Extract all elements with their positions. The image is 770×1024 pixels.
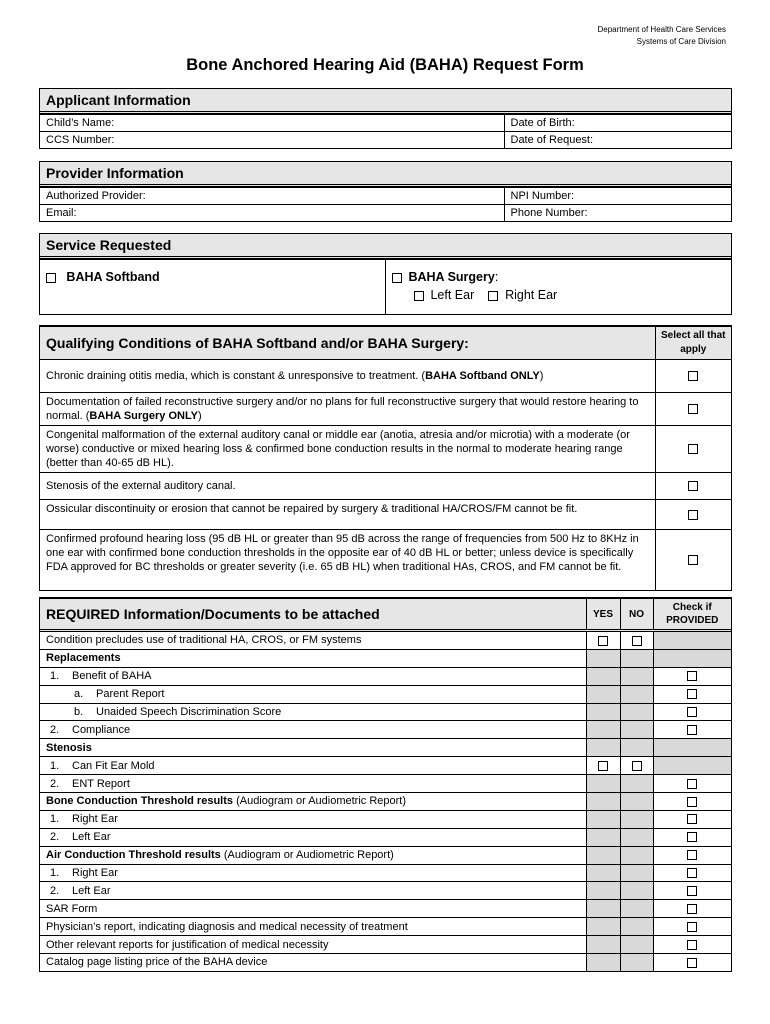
condition-row: [40, 473, 655, 500]
provided-checkbox[interactable]: [687, 904, 697, 914]
softband-option: [40, 260, 385, 315]
bone-conduction-rest: (Audiogram or Audiometric Report): [233, 795, 407, 808]
shaded-cell: [620, 649, 653, 667]
provided-cell: [653, 918, 731, 936]
shaded-cell: [620, 739, 653, 757]
shaded-cell: [620, 667, 653, 685]
item-label: Left Ear: [72, 831, 111, 844]
condition-after: ): [539, 370, 544, 382]
provided-cell: [653, 793, 731, 811]
condition-text: Confirmed profound hearing loss (95 dB HL or greater than 95 dB across the range of frequencies from 500 Hz to 8KHz in one ear with confirmed bone conduction thresholds in the opposite ear of 40 dB HL or better; unless device is specifically FDA approved for BC thresholds or greater severity (i.e. 65 dB HL) when traditional HAs, CROS, and FM cannot be fit.: [46, 533, 639, 573]
shaded-cell: [653, 739, 731, 757]
item-number: b.: [74, 706, 84, 718]
item-number: 1.: [50, 813, 60, 826]
provided-cell: [653, 954, 731, 971]
qualifying-section: [39, 325, 732, 591]
item-number: 1.: [50, 867, 60, 880]
yes-checkbox[interactable]: [598, 636, 608, 646]
item-label: Parent Report: [96, 688, 165, 701]
provided-checkbox[interactable]: [687, 779, 697, 789]
condition-checkbox[interactable]: [688, 444, 698, 454]
service-section: [39, 233, 732, 315]
shaded-cell: [586, 649, 620, 667]
shaded-cell: [620, 703, 653, 721]
condition-row: [40, 530, 655, 590]
provided-checkbox[interactable]: [687, 850, 697, 860]
left-ear-label: Left Ear: [430, 288, 475, 302]
provided-checkbox[interactable]: [687, 922, 697, 932]
shaded-cell: [586, 703, 620, 721]
air-conduction-rest: (Audiogram or Audiometric Report): [220, 849, 394, 862]
replacements-heading: Replacements: [40, 649, 586, 667]
provided-cell: [653, 864, 731, 882]
shaded-cell: [653, 649, 731, 667]
shaded-cell: [620, 954, 653, 971]
provided-cell: [653, 828, 731, 846]
right-ear-label: Right Ear: [505, 288, 558, 302]
no-cell: [620, 631, 653, 650]
provided-checkbox[interactable]: [687, 886, 697, 896]
item-label: ENT Report: [72, 777, 130, 790]
shaded-cell: [586, 936, 620, 954]
condition-checkbox[interactable]: [688, 404, 698, 414]
date-of-birth-field[interactable]: Date of Birth:: [504, 115, 731, 132]
provided-checkbox[interactable]: [687, 940, 697, 950]
provided-checkbox[interactable]: [687, 958, 697, 968]
childs-name-field[interactable]: Child’s Name:: [40, 115, 504, 132]
shaded-cell: [620, 900, 653, 918]
item-label: Unaided Speech Discrimination Score: [96, 706, 282, 718]
list-item: [40, 882, 586, 900]
shaded-cell: [586, 864, 620, 882]
item-number: 1.: [50, 759, 60, 772]
select-all-header: Select all that apply: [655, 327, 731, 360]
surgery-option: [385, 260, 731, 315]
item-label: Can Fit Ear Mold: [72, 759, 155, 772]
condition-precludes-row: Condition precludes use of traditional HA, CROS, or FM systems: [40, 631, 586, 650]
condition-after: ): [198, 410, 202, 422]
shaded-cell: [620, 936, 653, 954]
required-section: [39, 597, 732, 972]
shaded-cell: [586, 900, 620, 918]
list-item: [40, 810, 586, 828]
shaded-cell: [653, 631, 731, 650]
check-if-provided-header: Check if PROVIDED: [653, 599, 731, 631]
yes-cell: [586, 757, 620, 775]
shaded-cell: [620, 846, 653, 864]
shaded-cell: [620, 721, 653, 739]
condition-check-cell: [655, 473, 731, 500]
yes-checkbox[interactable]: [598, 761, 608, 771]
shaded-cell: [586, 810, 620, 828]
surgery-checkbox[interactable]: [392, 273, 402, 283]
shaded-cell: [586, 793, 620, 811]
shaded-cell: [586, 739, 620, 757]
shaded-cell: [620, 775, 653, 793]
shaded-cell: [586, 882, 620, 900]
air-conduction-heading: [40, 846, 586, 864]
condition-checkbox[interactable]: [688, 555, 698, 565]
list-item: [40, 721, 586, 739]
catalog-page-row: Catalog page listing price of the BAHA device: [40, 954, 586, 971]
other-reports-row: Other relevant reports for justification of medical necessity: [40, 936, 586, 954]
condition-check-cell: [655, 393, 731, 426]
shaded-cell: [620, 793, 653, 811]
shaded-cell: [586, 846, 620, 864]
item-number: 1.: [50, 670, 60, 683]
department-header: [598, 24, 727, 48]
condition-check-cell: [655, 426, 731, 473]
condition-row: [40, 500, 655, 530]
list-item: [40, 757, 586, 775]
ccs-number-field[interactable]: CCS Number:: [40, 132, 504, 149]
physician-report-row: Physician’s report, indicating diagnosis and medical necessity of treatment: [40, 918, 586, 936]
condition-text: Ossicular discontinuity or erosion that cannot be repaired by surgery & traditional HA/CROS/FM cannot be fit.: [46, 503, 578, 515]
phone-number-field[interactable]: Phone Number:: [504, 205, 731, 222]
list-item: [40, 828, 586, 846]
softband-checkbox[interactable]: [46, 273, 56, 283]
required-heading: REQUIRED Information/Documents to be attached: [40, 599, 586, 631]
air-conduction-bold: Air Conduction Threshold results: [46, 849, 221, 862]
shaded-cell: [620, 864, 653, 882]
condition-text: Chronic draining otitis media, which is constant & unresponsive to treatment. (: [46, 370, 426, 382]
provided-checkbox[interactable]: [687, 868, 697, 878]
condition-check-cell: [655, 500, 731, 530]
form-title: Bone Anchored Hearing Aid (BAHA) Request Form: [186, 56, 584, 74]
condition-text: Documentation of failed reconstructive surgery and/or no plans for full reconstructive surgery that would restore hearing to normal. (: [46, 396, 639, 422]
no-header: NO: [620, 599, 653, 631]
yes-cell: [586, 631, 620, 650]
provided-cell: [653, 900, 731, 918]
provided-cell: [653, 721, 731, 739]
email-field[interactable]: Email:: [40, 205, 504, 222]
yes-header: YES: [586, 599, 620, 631]
surgery-label: BAHA Surgery: [408, 270, 495, 284]
provided-checkbox[interactable]: [687, 725, 697, 735]
list-item: [40, 667, 586, 685]
provided-cell: [653, 936, 731, 954]
item-number: 2.: [50, 777, 60, 790]
shaded-cell: [653, 757, 731, 775]
stenosis-heading: Stenosis: [40, 739, 586, 757]
list-item: [40, 864, 586, 882]
provided-checkbox[interactable]: [687, 671, 697, 681]
item-number: 2.: [50, 723, 60, 736]
shaded-cell: [620, 882, 653, 900]
provided-cell: [653, 882, 731, 900]
provided-cell: [653, 846, 731, 864]
department-name: Department of Health Care Services: [597, 25, 726, 34]
shaded-cell: [586, 918, 620, 936]
division-name: Systems of Care Division: [636, 37, 726, 46]
ear-options: [392, 288, 726, 302]
condition-row: [40, 426, 655, 473]
provided-checkbox[interactable]: [687, 707, 697, 717]
provided-cell: [653, 685, 731, 703]
provided-checkbox[interactable]: [687, 832, 697, 842]
condition-checkbox[interactable]: [688, 510, 698, 520]
list-item: [40, 685, 586, 703]
condition-text: Congenital malformation of the external auditory canal or middle ear (anotia, atresia and/or microtia) with a moderate (or worse) conductive or mixed hearing loss & confirmed bone conduction results in the normal to moderate hearing range (better than 40-65 dB HL).: [46, 429, 630, 469]
qualifying-heading: Qualifying Conditions of BAHA Softband and/or BAHA Surgery:: [40, 327, 655, 360]
npi-number-field[interactable]: NPI Number:: [504, 188, 731, 205]
provided-cell: [653, 703, 731, 721]
item-label: Benefit of BAHA: [72, 670, 152, 683]
condition-checkbox[interactable]: [688, 481, 698, 491]
bone-conduction-bold: Bone Conduction Threshold results: [46, 795, 234, 808]
shaded-cell: [586, 828, 620, 846]
provided-cell: [653, 667, 731, 685]
condition-row: [40, 393, 655, 426]
no-cell: [620, 757, 653, 775]
provided-checkbox[interactable]: [687, 814, 697, 824]
authorized-provider-field[interactable]: Authorized Provider:: [40, 188, 504, 205]
provided-checkbox[interactable]: [687, 689, 697, 699]
no-checkbox[interactable]: [632, 636, 642, 646]
shaded-cell: [620, 685, 653, 703]
item-number: a.: [74, 688, 84, 701]
item-label: Right Ear: [72, 867, 118, 880]
shaded-cell: [620, 810, 653, 828]
shaded-cell: [586, 775, 620, 793]
date-of-request-field[interactable]: Date of Request:: [504, 132, 731, 149]
shaded-cell: [586, 685, 620, 703]
left-ear-checkbox[interactable]: [414, 291, 424, 301]
shaded-cell: [586, 667, 620, 685]
condition-bold: BAHA Softband ONLY: [425, 370, 540, 382]
no-checkbox[interactable]: [632, 761, 642, 771]
bone-conduction-heading: [40, 793, 586, 811]
surgery-colon: :: [494, 270, 499, 284]
shaded-cell: [620, 828, 653, 846]
right-ear-checkbox[interactable]: [488, 291, 498, 301]
service-heading: Service Requested: [40, 234, 731, 259]
provided-cell: [653, 810, 731, 828]
item-label: Left Ear: [72, 884, 111, 897]
list-item: [40, 775, 586, 793]
provided-checkbox[interactable]: [687, 797, 697, 807]
provider-heading: Provider Information: [40, 162, 731, 187]
item-label: Compliance: [72, 723, 131, 736]
condition-check-cell: [655, 530, 731, 590]
condition-row: [40, 360, 655, 393]
applicant-section: [39, 88, 732, 149]
item-number: 2.: [50, 884, 60, 897]
softband-label: BAHA Softband: [66, 270, 160, 284]
provided-cell: [653, 775, 731, 793]
provider-section: [39, 161, 732, 222]
list-item: [40, 703, 586, 721]
sar-form-row: SAR Form: [40, 900, 586, 918]
condition-bold: BAHA Surgery ONLY: [89, 410, 199, 422]
item-label: Right Ear: [72, 813, 118, 826]
shaded-cell: [586, 954, 620, 971]
condition-text: Stenosis of the external auditory canal.: [46, 480, 236, 492]
item-number: 2.: [50, 831, 60, 844]
shaded-cell: [586, 721, 620, 739]
applicant-heading: Applicant Information: [40, 89, 731, 114]
shaded-cell: [620, 918, 653, 936]
condition-check-cell: [655, 360, 731, 393]
condition-checkbox[interactable]: [688, 371, 698, 381]
